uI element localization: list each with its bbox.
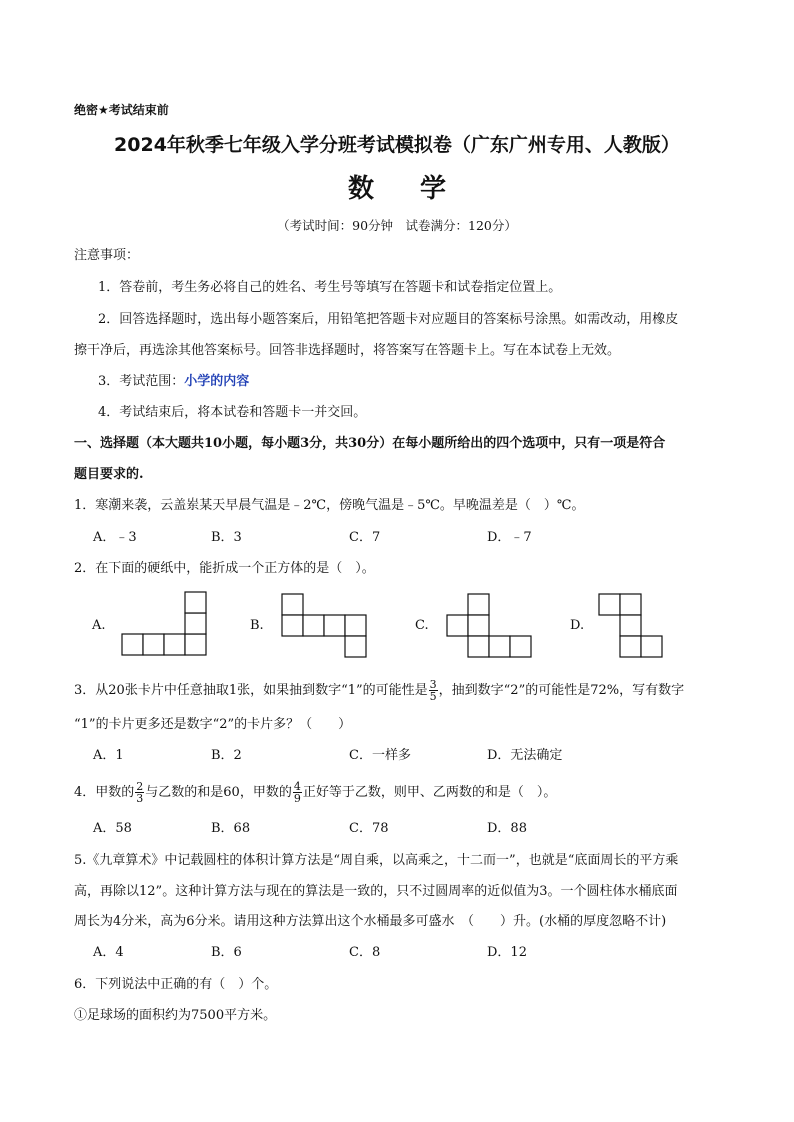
net-d-square <box>620 615 641 636</box>
question-6-item-1: ①足球场的面积约为7500平方米。 <box>74 1008 277 1023</box>
note-2-line-2: 擦干净后，再选涂其他答案标号。回答非选择题时，将答案写在答题卡上。写在本试卷上无效。 <box>74 343 621 358</box>
net-a-square <box>185 613 206 634</box>
section-1-heading-line-1: 一、选择题（本大题共10小题，每小题3分，共30分）在每小题所给出的四个选项中，只有一项是符合 <box>74 436 666 451</box>
q4-fraction-1-denominator: 3 <box>136 792 144 805</box>
net-b-square <box>303 615 324 636</box>
q1-option-d: D．﹣7 <box>487 530 532 545</box>
net-c-square <box>468 636 489 657</box>
question-2-stem: 2．在下面的硬纸中，能折成一个正方体的是（ ）。 <box>74 561 375 576</box>
net-c-square <box>510 636 531 657</box>
q2-label-c: C. <box>415 618 429 633</box>
q4-fraction-1 <box>135 781 144 804</box>
note-2-line-1: 2．回答选择题时，选出每小题答案后，用铅笔把答题卡对应题目的答案标号涂黑。如需改动，用橡皮 <box>98 312 679 327</box>
question-6-stem: 6．下列说法中正确的有（ ）个。 <box>74 977 278 992</box>
question-5-line-2: 高，再除以12”。这种计算方法与现在的算法是一致的，只不过圆周率的近似值为3。一个圆柱体水桶底面 <box>74 884 678 899</box>
cube-net-c <box>445 592 540 662</box>
q3-fraction-numerator: 3 <box>429 678 437 691</box>
q4-stem-part-a: 4．甲数的 <box>74 785 135 800</box>
exam-time-info: （考试时间：90分钟 试卷满分：120分） <box>277 218 517 233</box>
net-a-square <box>185 592 206 613</box>
net-b-square <box>282 615 303 636</box>
net-a-square <box>185 634 206 655</box>
note-4: 4．考试结束后，将本试卷和答题卡一并交回。 <box>98 405 367 420</box>
q1-option-c: C．7 <box>349 530 381 545</box>
q4-option-b: B．68 <box>211 821 251 836</box>
q4-stem-part-c: 正好等于乙数，则甲、乙两数的和是（ ）。 <box>302 785 557 800</box>
exam-title: 2024年秋季七年级入学分班考试模拟卷（广东广州专用、人教版） <box>114 134 680 156</box>
confidential-mark: 绝密★考试结束前 <box>74 103 169 117</box>
notes-heading: 注意事项： <box>74 248 140 263</box>
net-d-square <box>599 594 620 615</box>
q3-option-d: D．无法确定 <box>487 748 563 763</box>
cube-net-a <box>120 590 210 660</box>
q4-stem-part-b: 与乙数的和是60，甲数的 <box>145 785 292 800</box>
net-b-square <box>282 594 303 615</box>
q5-option-d: D．12 <box>487 945 527 960</box>
q3-option-c: C．一样多 <box>349 748 411 763</box>
q1-option-b: B．3 <box>211 530 242 545</box>
q5-option-a: A．4 <box>93 945 124 960</box>
q5-option-b: B．6 <box>211 945 242 960</box>
q3-fraction-denominator: 5 <box>429 690 437 703</box>
q3-option-a: A．1 <box>93 748 124 763</box>
note-1: 1．答卷前，考生务必将自己的姓名、考生号等填写在答题卡和试卷指定位置上。 <box>98 280 562 295</box>
net-d-square <box>620 636 641 657</box>
question-4-stem <box>74 781 556 804</box>
q4-fraction-2-denominator: 9 <box>293 792 301 805</box>
q2-label-b: B. <box>250 618 264 633</box>
net-c-square <box>468 594 489 615</box>
net-d-square <box>641 636 662 657</box>
subject-title: 数学 <box>347 174 492 204</box>
net-a-square <box>122 634 143 655</box>
q3-stem-part-b: ，抽到数字“2”的可能性是72%，写有数字 <box>438 683 685 698</box>
net-b-square <box>324 615 345 636</box>
note-3-prefix: 3．考试范围： <box>98 374 185 389</box>
q5-option-c: C．8 <box>349 945 381 960</box>
q1-option-a: A．﹣3 <box>93 530 137 545</box>
q4-option-a: A．58 <box>93 821 132 836</box>
net-b-square <box>345 636 366 657</box>
question-3-stem-line-1 <box>74 679 684 702</box>
q3-fraction <box>429 679 438 702</box>
q4-fraction-2 <box>293 781 302 804</box>
section-1-heading-line-2: 题目要求的. <box>74 467 144 482</box>
net-d-square <box>620 594 641 615</box>
cube-net-d <box>597 592 672 662</box>
question-1-stem: 1．寒潮来袭，云盖岽某天早晨气温是﹣2℃，傍晚气温是﹣5℃。早晚温差是（ ）℃。 <box>74 498 585 513</box>
note-3 <box>98 373 249 391</box>
question-3-stem-line-2: “1”的卡片更多还是数字“2”的卡片多？（ ） <box>74 717 352 732</box>
q2-label-a: A. <box>92 618 106 633</box>
question-5-line-3: 周长为4分米，高为6分米。请用这种方法算出这个水桶最多可盛水 （ ）升。(水桶的厚度忽略不计) <box>74 914 667 929</box>
net-c-square <box>447 615 468 636</box>
net-b-square <box>345 615 366 636</box>
q3-stem-part-a: 3．从20张卡片中任意抽取1张，如果抽到数字“1”的可能性是 <box>74 683 428 698</box>
net-a-square <box>143 634 164 655</box>
question-5-line-1: 5.《九章算术》中记载圆柱的体积计算方法是“周自乘，以高乘之，十二而一”，也就是“底面周长的平方乘 <box>74 853 679 868</box>
q4-option-c: C．78 <box>349 821 389 836</box>
q4-fraction-2-numerator: 4 <box>293 780 301 793</box>
net-a-square <box>164 634 185 655</box>
net-c-square <box>468 615 489 636</box>
q2-label-d: D. <box>570 618 585 633</box>
exam-scope: 小学的内容 <box>184 374 250 389</box>
net-c-square <box>489 636 510 657</box>
q4-fraction-1-numerator: 2 <box>136 780 144 793</box>
cube-net-b <box>280 592 370 662</box>
q4-option-d: D．88 <box>487 821 527 836</box>
q3-option-b: B．2 <box>211 748 242 763</box>
